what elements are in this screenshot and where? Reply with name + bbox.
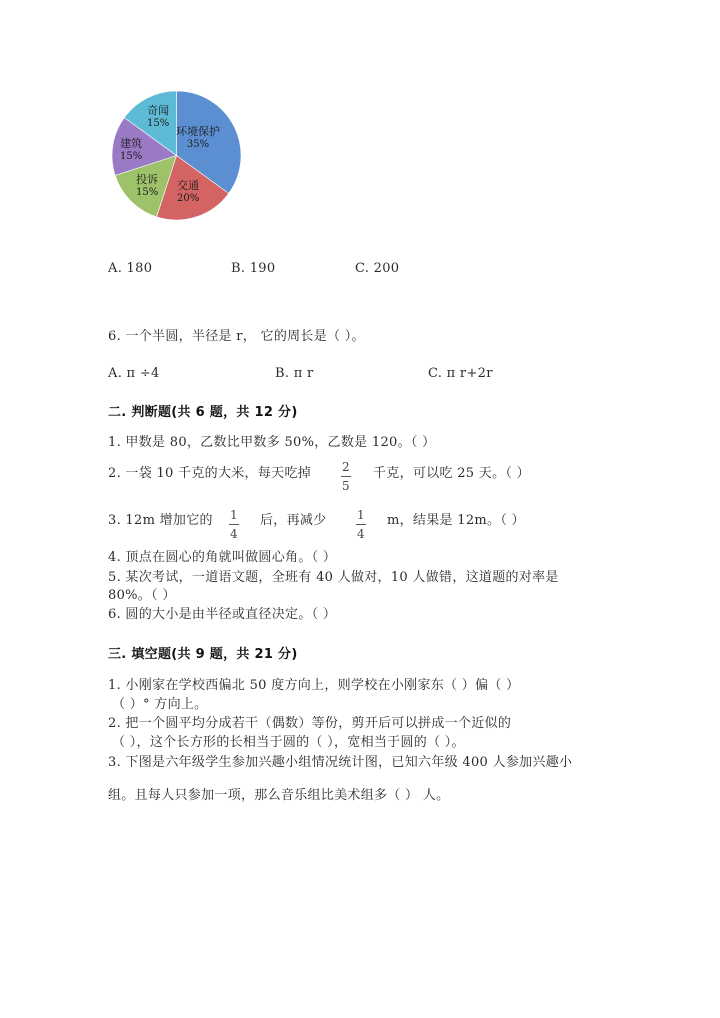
pie-chart <box>112 91 241 220</box>
fraction-bar <box>229 524 239 525</box>
pie-label-environment: 环境保护 35% <box>176 125 220 150</box>
s2-q5-line1: 5. 某次考试，一道语文题，全班有 40 人做对，10 人做错，这道题的对率是 <box>108 570 559 585</box>
s2-q2-fraction <box>340 460 352 493</box>
s2-q3-fraction-2 <box>355 508 367 541</box>
s3-q2-line2: （ ），这个长方形的长相当于圆的（ ），宽相当于圆的（ ）。 <box>112 735 465 750</box>
s2-q1: 1. 甲数是 80，乙数比甲数多 50%，乙数是 120。（ ） <box>108 435 436 450</box>
s2-q3-fraction-1 <box>228 508 240 541</box>
pie-label-oddities: 奇闻 15% <box>147 104 170 129</box>
fraction-numerator: 2 <box>342 460 350 474</box>
s2-q3-before: 3. 12m 增加它的 <box>108 513 213 528</box>
q5-option-a: A. 180 <box>108 261 153 276</box>
s2-q2-before: 2. 一袋 10 千克的大米，每天吃掉 <box>108 466 312 481</box>
s2-q6: 6. 圆的大小是由半径或直径决定。（ ） <box>108 607 337 622</box>
s2-q4: 4. 顶点在圆心的角就叫做圆心角。（ ） <box>108 550 337 565</box>
q6-stem: 6. 一个半圆，半径是 r， 它的周长是（ ）。 <box>108 329 365 344</box>
s3-q1-line1: 1. 小刚家在学校西偏北 50 度方向上，则学校在小刚家东（ ）偏（ ） <box>108 678 520 693</box>
fraction-denominator: 4 <box>230 527 238 541</box>
pie-label-traffic: 交通 20% <box>177 179 200 204</box>
s2-q5-line2: 80%。（ ） <box>108 588 176 603</box>
s3-q1-line2: （ ）° 方向上。 <box>112 697 208 712</box>
s2-q2-after: 千克，可以吃 25 天。（ ） <box>373 466 530 481</box>
fraction-numerator: 1 <box>357 508 365 522</box>
fraction-denominator: 5 <box>342 479 350 493</box>
q6-option-a: A. π ÷4 <box>108 366 160 381</box>
section2-title: 二. 判断题(共 6 题，共 12 分) <box>108 405 298 420</box>
q6-option-b: B. π r <box>275 366 314 381</box>
q5-option-b: B. 190 <box>231 261 276 276</box>
fraction-bar <box>341 476 351 477</box>
fraction-numerator: 1 <box>230 508 238 522</box>
pie-label-construction: 建筑 15% <box>120 137 143 162</box>
section3-title: 三. 填空题(共 9 题，共 21 分) <box>108 647 298 662</box>
q5-option-c: C. 200 <box>355 261 400 276</box>
s3-q3-line1: 3. 下图是六年级学生参加兴趣小组情况统计图，已知六年级 400 人参加兴趣小 <box>108 755 573 770</box>
s2-q3-middle: 后，再减少 <box>260 513 327 528</box>
s3-q2-line1: 2. 把一个圆平均分成若干（偶数）等份，剪开后可以拼成一个近似的 <box>108 716 512 731</box>
fraction-bar <box>356 524 366 525</box>
q6-option-c: C. π r+2r <box>428 366 493 381</box>
s3-q3-line2: 组。且每人只参加一项，那么音乐组比美术组多（ ） 人。 <box>108 788 450 803</box>
fraction-denominator: 4 <box>357 527 365 541</box>
pie-label-complaints: 投诉 15% <box>136 173 159 198</box>
s2-q3-after: m，结果是 12m。（ ） <box>387 513 525 528</box>
